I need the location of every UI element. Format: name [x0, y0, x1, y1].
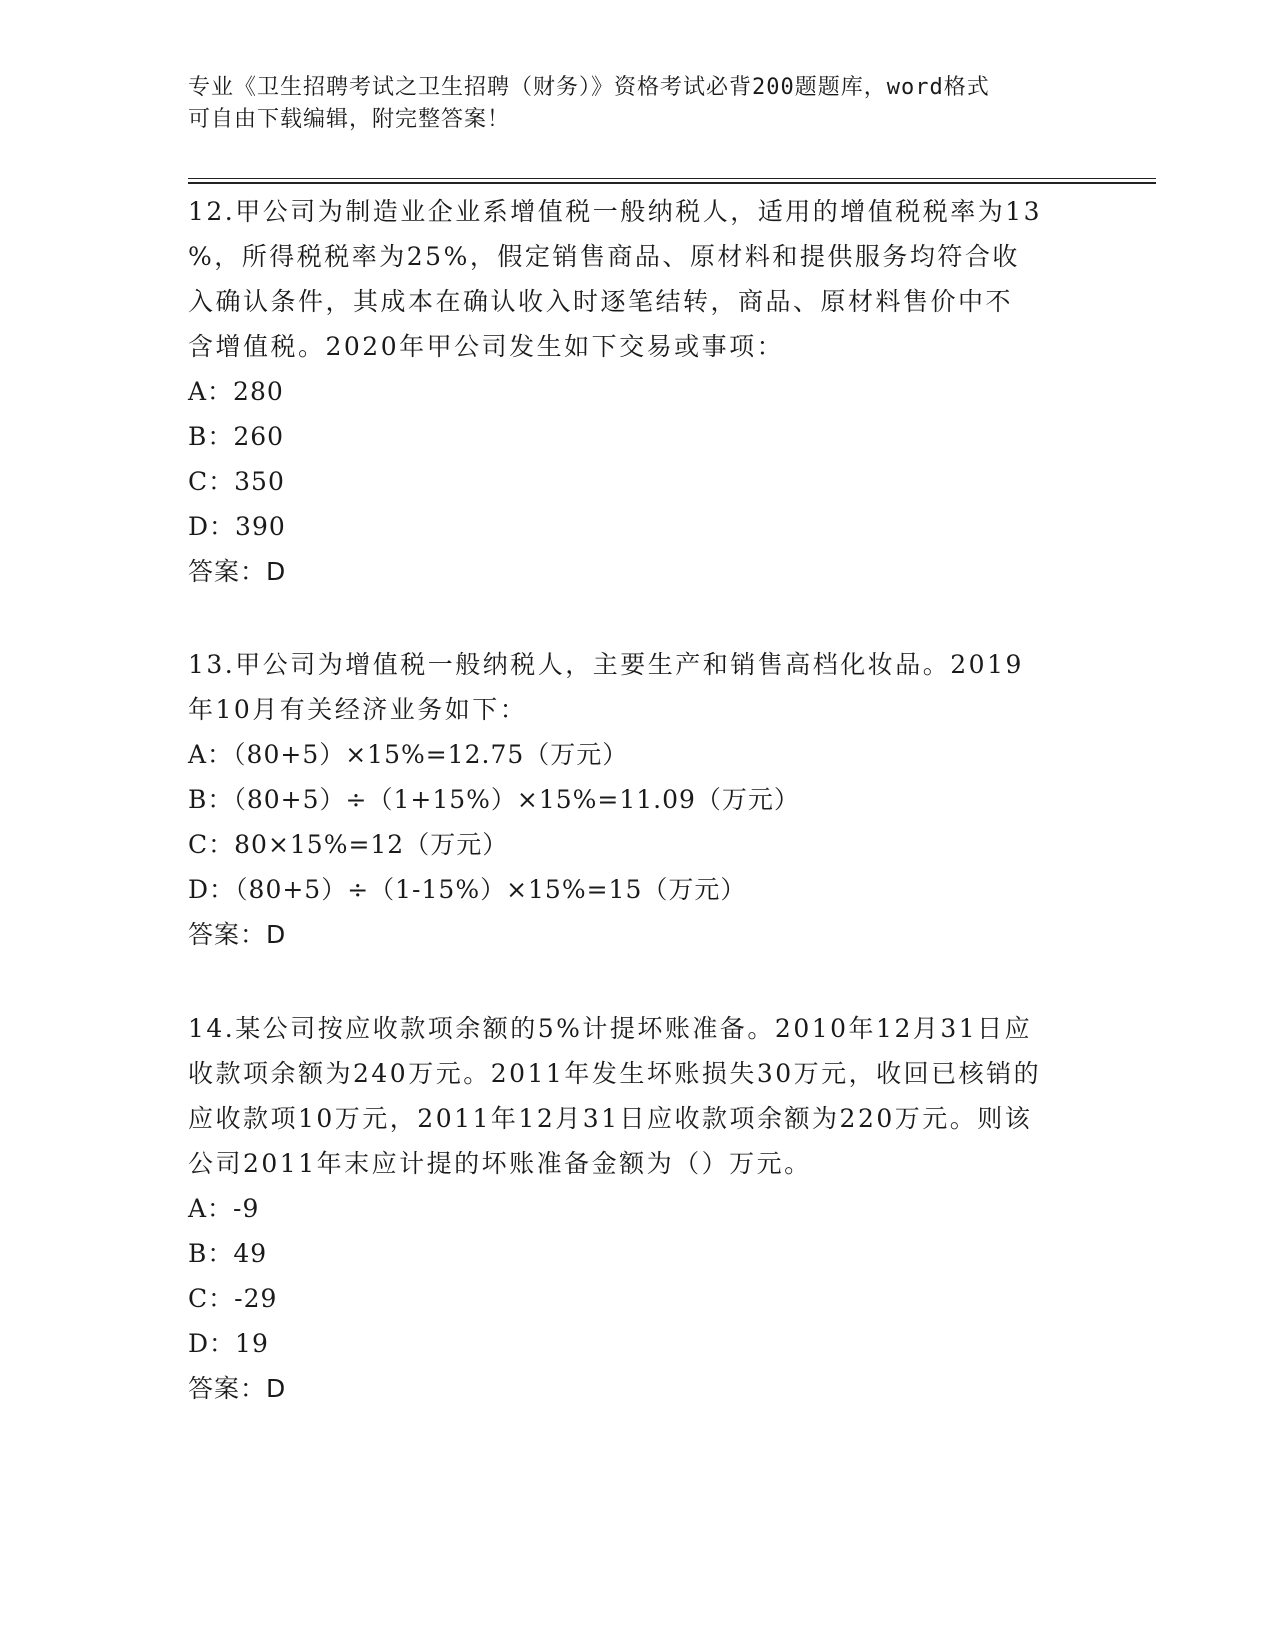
- stem-line: %，所得税税率为25%，假定销售商品、原材料和提供服务均符合收: [188, 242, 1020, 271]
- header-divider-thick: [188, 182, 1156, 184]
- stem-line: 13.甲公司为增值税一般纳税人，主要生产和销售高档化妆品。2019: [188, 650, 1024, 679]
- option-a: A：280: [188, 377, 284, 406]
- header-line-1: 专业《卫生招聘考试之卫生招聘（财务）》资格考试必背200题题库，word格式: [188, 75, 990, 100]
- stem-line: 应收款项10万元，2011年12月31日应收款项余额为220万元。则该: [188, 1104, 1033, 1133]
- header-line-2: 可自由下载编辑，附完整答案！: [188, 107, 511, 132]
- option-d: D：390: [188, 512, 286, 541]
- question-stem: [188, 642, 1088, 732]
- option-d: D：19: [188, 1329, 269, 1358]
- question-14: [188, 1006, 1088, 1411]
- option-a: A：-9: [188, 1194, 260, 1223]
- option-a: A：（80+5）×15%=12.75（万元）: [188, 740, 629, 769]
- stem-line: 含增值税。2020年甲公司发生如下交易或事项：: [188, 332, 785, 361]
- question-stem: [188, 1006, 1088, 1186]
- option-b: B：49: [188, 1239, 268, 1268]
- option-b: B：（80+5）÷（1+15%）×15%=11.09（万元）: [188, 785, 800, 814]
- stem-line: 公司2011年末应计提的坏账准备金额为（）万元。: [188, 1149, 812, 1178]
- stem-line: 12.甲公司为制造业企业系增值税一般纳税人，适用的增值税税率为13: [188, 197, 1043, 226]
- question-stem: [188, 189, 1088, 369]
- document-header: [188, 72, 1088, 136]
- stem-line: 年10月有关经济业务如下：: [188, 695, 528, 724]
- option-d: D：（80+5）÷（1-15%）×15%=15（万元）: [188, 875, 747, 904]
- option-b: B：260: [188, 422, 285, 451]
- answer-line: 答案：D: [188, 920, 287, 949]
- answer-line: 答案：D: [188, 557, 287, 586]
- option-c: C：80×15%=12（万元）: [188, 830, 509, 859]
- question-12: [188, 189, 1088, 594]
- answer-line: 答案：D: [188, 1374, 287, 1403]
- question-13: [188, 642, 1088, 957]
- stem-line: 14.某公司按应收款项余额的5%计提坏账准备。2010年12月31日应: [188, 1014, 1033, 1043]
- header-divider-thin: [188, 178, 1156, 179]
- stem-line: 入确认条件，其成本在确认收入时逐笔结转，商品、原材料售价中不: [188, 287, 1014, 316]
- option-c: C：-29: [188, 1284, 278, 1313]
- option-c: C：350: [188, 467, 285, 496]
- stem-line: 收款项余额为240万元。2011年发生坏账损失30万元，收回已核销的: [188, 1059, 1042, 1088]
